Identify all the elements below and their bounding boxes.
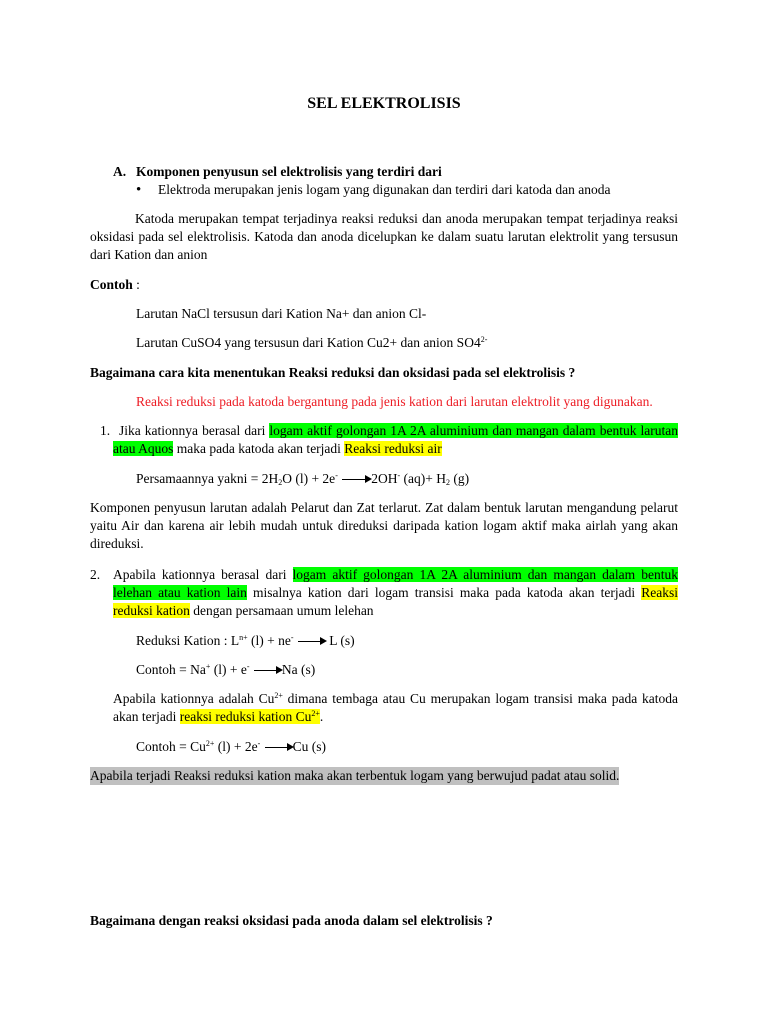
equation-water-reduction xyxy=(136,470,469,488)
eq4-mid: (l) + 2e xyxy=(214,739,258,754)
list-number: 1. xyxy=(100,423,111,438)
page-title: SEL ELEKTROLISIS xyxy=(307,95,461,112)
eq1-pre: Persamaannya yakni = 2H xyxy=(136,471,279,486)
reaction-arrow-icon xyxy=(342,479,370,480)
bullet-dot: • xyxy=(136,182,142,198)
list-number: 2. xyxy=(90,567,101,582)
paragraph-cu-cation xyxy=(113,690,678,726)
example-cuso4-text: Larutan CuSO4 yang tersusun dari Kation Cu2+ dan anion SO4 xyxy=(136,335,481,350)
eq1-sub1: 2 xyxy=(278,478,283,487)
item1-highlight-yellow: Reaksi reduksi air xyxy=(344,441,442,456)
eq3-pre: Contoh = Na xyxy=(136,662,206,677)
eq4-sup1: 2+ xyxy=(205,739,215,748)
question-reduksi-oksidasi: Bagaimana cara kita menentukan Reaksi reduksi dan oksidasi pada sel elektrolisis ? xyxy=(90,365,576,380)
bullet-text: Elektroda merupakan jenis logam yang digunakan dan terdiri dari katoda dan anoda xyxy=(158,182,611,197)
eq2-pre: Reduksi Kation : L xyxy=(136,633,240,648)
red-note: Reaksi reduksi pada katoda bergantung pada jenis kation dari larutan elektrolit yang digunakan. xyxy=(136,394,653,409)
gray-note: Apabila terjadi Reaksi reduksi kation maka akan terbentuk logam yang berwujud padat atau solid. xyxy=(90,768,620,783)
eq1-sub2: 2 xyxy=(446,478,451,487)
reaction-arrow-icon xyxy=(298,641,325,642)
eq3-sup1: + xyxy=(205,662,211,671)
contoh-label-text: Contoh xyxy=(90,277,133,292)
reaction-arrow-icon xyxy=(254,670,281,671)
paragraph-katoda-anoda: Katoda merupakan tempat terjadinya reaksi reduksi dan anoda merupakan tempat terjadinya reaksi oksidasi pada sel elektrolisis. Katoda dan anoda dicelupkan ke dalam suatu larutan elektrolit yang tersusun dari Kation dan anion xyxy=(90,211,678,262)
contoh-separator: : xyxy=(132,277,140,292)
eq3-mid: (l) + e xyxy=(210,662,247,677)
paragraph-pelarut: Komponen penyusun larutan adalah Pelarut dan Zat terlarut. Zat dalam bentuk larutan mengandung pelarut yaitu Air dan karena air lebih mudah untuk direduksi daripada kation logam aktif maka airlah yang akan direduksi. xyxy=(90,500,678,551)
eq4-prod: Cu (s) xyxy=(292,739,327,754)
para3-highlight-text: reaksi reduksi kation Cu xyxy=(179,709,312,724)
list-item-2-text xyxy=(113,566,678,620)
eq2-mid: (l) + ne xyxy=(247,633,291,648)
item1-pre: Jika kationnya berasal dari xyxy=(119,423,270,438)
item2-pre: Apabila kationnya berasal dari xyxy=(113,567,293,582)
eq1-mid1: O (l) + 2e xyxy=(282,471,336,486)
eq3-prod: Na (s) xyxy=(281,662,316,677)
para3-mid: dimana tembaga atau Cu merupakan logam transisi maka pada katoda akan terjadi xyxy=(113,691,678,724)
eq3-sup2: - xyxy=(246,662,250,671)
eq4-pre: Contoh = Cu xyxy=(136,739,206,754)
item1-mid: maka pada katoda akan terjadi xyxy=(173,441,345,456)
para3-end: . xyxy=(319,709,324,724)
eq2-sup2: - xyxy=(290,633,294,642)
eq1-sup1: - xyxy=(335,471,338,480)
para3-sup: 2+ xyxy=(274,691,283,700)
para3-pre: Apabila kationnya adalah Cu xyxy=(113,691,275,706)
contoh-label xyxy=(90,276,140,294)
equation-general-reduction xyxy=(136,632,355,650)
example-cuso4-sup: 2- xyxy=(480,335,488,344)
eq2-prod: L (s) xyxy=(325,633,355,648)
eq1-prod1: 2OH xyxy=(371,471,398,486)
equation-cu-example xyxy=(136,738,326,756)
eq1-sup2: - xyxy=(397,471,401,480)
eq2-sup1: n+ xyxy=(239,633,248,642)
item2-highlight-green: logam aktif golongan 1A 2A aluminium dan mangan dalam bentuk lelehan atau kation lain xyxy=(113,567,678,600)
item2-end: dengan persamaan umum lelehan xyxy=(189,603,374,618)
section-heading: Komponen penyusun sel elektrolisis yang terdiri dari xyxy=(136,164,442,179)
example-nacl: Larutan NaCl tersusun dari Kation Na+ dan anion Cl- xyxy=(136,306,427,321)
eq1-end: (g) xyxy=(450,471,470,486)
item2-highlight-yellow: Reaksi reduksi kation xyxy=(113,585,678,618)
item1-highlight-green: logam aktif golongan 1A 2A aluminium dan mangan dalam bentuk larutan atau Aquos xyxy=(113,423,678,456)
para3-highlight-sup: 2+ xyxy=(311,709,320,718)
eq1-mid2: (aq)+ H xyxy=(400,471,447,486)
example-cuso4 xyxy=(136,334,487,352)
para3-highlight xyxy=(180,709,320,724)
eq4-sup2: - xyxy=(257,739,261,748)
question-oksidasi-anoda: Bagaimana dengan reaksi oksidasi pada anoda dalam sel elektrolisis ? xyxy=(90,913,493,928)
list-item-1-text xyxy=(113,422,678,458)
equation-na-example xyxy=(136,661,315,679)
reaction-arrow-icon xyxy=(265,747,292,748)
item2-mid: misalnya kation dari logam transisi maka pada katoda akan terjadi xyxy=(246,585,642,600)
section-marker: A. xyxy=(113,164,127,179)
